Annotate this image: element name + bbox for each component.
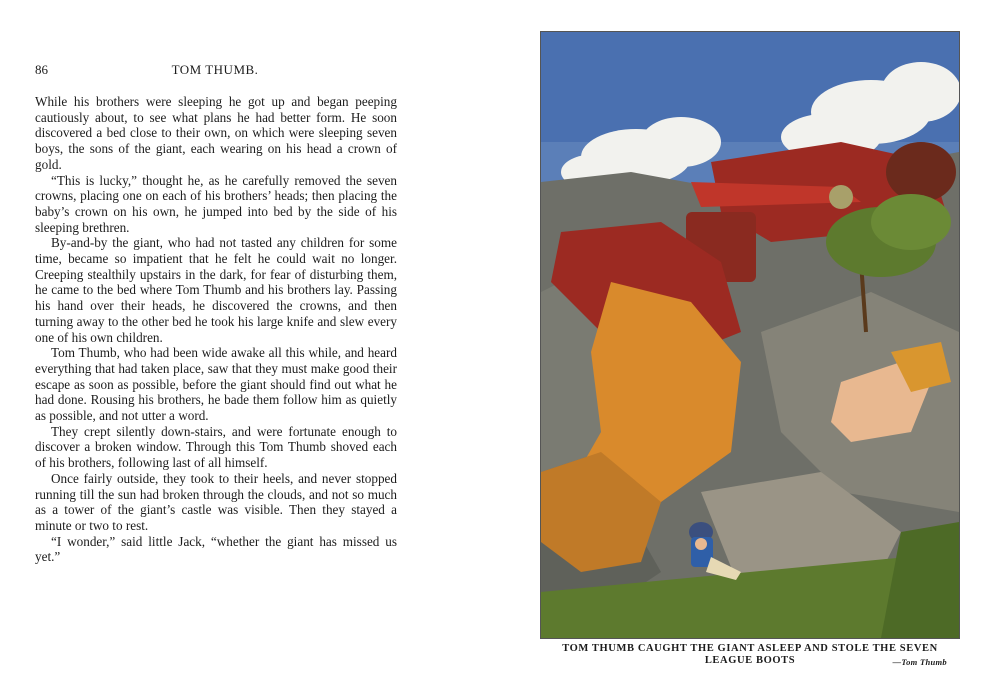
paragraph: Once fairly outside, they took to their heels, and never stopped running till the sun had broken through the clouds, and not so much as a tower of the giant’s castle was visible. Then they stayed a minute or two to rest. [35, 470, 397, 533]
plate-caption: TOM THUMB CAUGHT THE GIANT ASLEEP AND STOLE THE SEVEN LEAGUE BOOTS [562, 643, 938, 666]
paragraph: They crept silently down-stairs, and were fortunate enough to discover a broken window. Through this Tom Thumb shoved each of his brothers, following last of all himself. [35, 423, 397, 471]
plate-credit: —Tom Thumb [892, 657, 947, 667]
paragraph: “This is lucky,” thought he, as he carefully removed the seven crowns, placing one on each of his brothers’ heads; then placing the baby’s crown on his own, he jumped into bed by the side of his sleeping brethren. [35, 172, 397, 235]
running-head: TOM THUMB. [171, 62, 259, 77]
page-number: 86 [35, 62, 48, 77]
body-text [35, 94, 397, 565]
paragraph: Tom Thumb, who had been wide awake all this while, and heard everything that had taken place, saw that they must make good their escape as soon as possible, before the giant should find out what he had done. Rousing his brothers, he bade them follow him as quietly as possible, and not utter a word. [35, 345, 397, 424]
paragraph: While his brothers were sleeping he got up and began peeping cautiously about, to see what plans he had better form. He soon discovered a bed close to their own, on which were sleeping seven boys, the sons of the giant, each wearing on his head a crown of gold. [35, 94, 397, 172]
right-page [470, 0, 993, 683]
illustration-plate [540, 31, 960, 639]
paragraph: “I wonder,” said little Jack, “whether the giant has missed us yet.” [35, 533, 397, 565]
illustration [541, 32, 959, 638]
left-page [0, 0, 470, 683]
paragraph: By-and-by the giant, who had not tasted any children for some time, became so impatient that he felt he could wait no longer. Creeping stealthily upstairs in the dark, for fear of disturbing them, he came to the bed where Tom Thumb and his brothers lay. Passing his hand over their heads, he discovered the crowns, and then turning away to the other bed he took his large knife and slew every one of his own children. [35, 235, 397, 345]
